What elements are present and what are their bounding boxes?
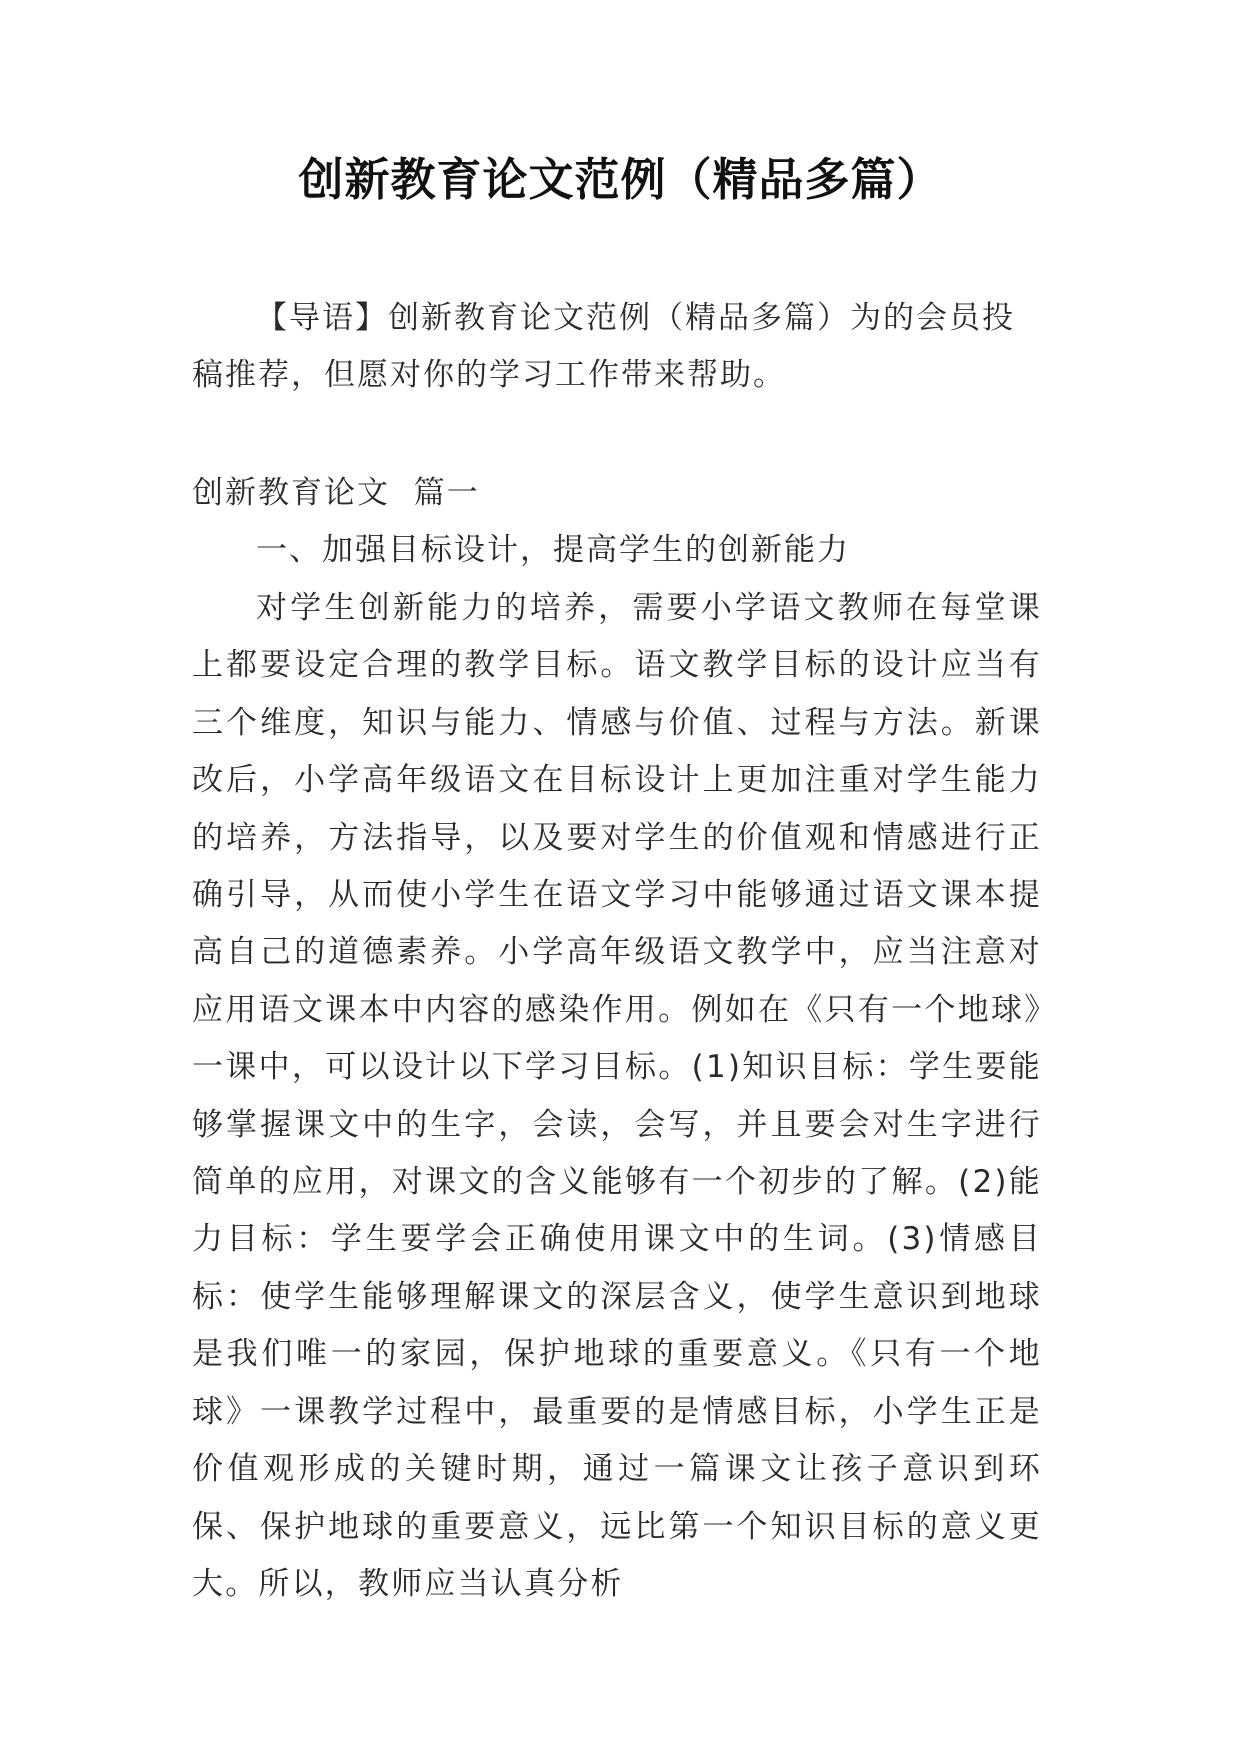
body-paragraph: 对学生创新能力的培养，需要小学语文教师在每堂课上都要设定合理的教学目标。语文教学目标的设计应当有三个维度，知识与能力、情感与价值、过程与方法。新课改后，小学高年级语文在目标设计上更加注重对学生能力的培养，方法指导，以及要对学生的价值观和情感进行正确引导，从而使小学生在语文学习中能够通过语文课本提高自己的道德素养。小学高年级语文教学中，应当注意对应用语文课本中内容的感染作用。例如在《只有一个地球》一课中，可以设计以下学习目标。(1)知识目标：学生要能够掌握课文中的生字，会读，会写，并且要会对生字进行简单的应用，对课文的含义能够有一个初步的了解。(2)能力目标：学生要学会正确使用课文中的生词。(3)情感目标：使学生能够理解课文的深层含义，使学生意识到地球是我们唯一的家园，保护地球的重要意义。《只有一个地球》一课教学过程中，最重要的是情感目标，小学生正是价值观形成的关键时期，通过一篇课文让孩子意识到环保、保护地球的重要意义，远比第一个知识目标的意义更大。所以，教师应当认真分析 xyxy=(192,590,1042,1602)
intro-paragraph: 【导语】创新教育论文范例（精品多篇）为的会员投稿推荐，但愿对你的学习工作带来帮助。 xyxy=(192,300,1015,393)
subheading: 一、加强目标设计，提高学生的创新能力 xyxy=(256,532,850,568)
section-heading: 创新教育论文 篇一 xyxy=(192,475,480,511)
document-title: 创新教育论文范例（精品多篇） xyxy=(298,153,943,206)
